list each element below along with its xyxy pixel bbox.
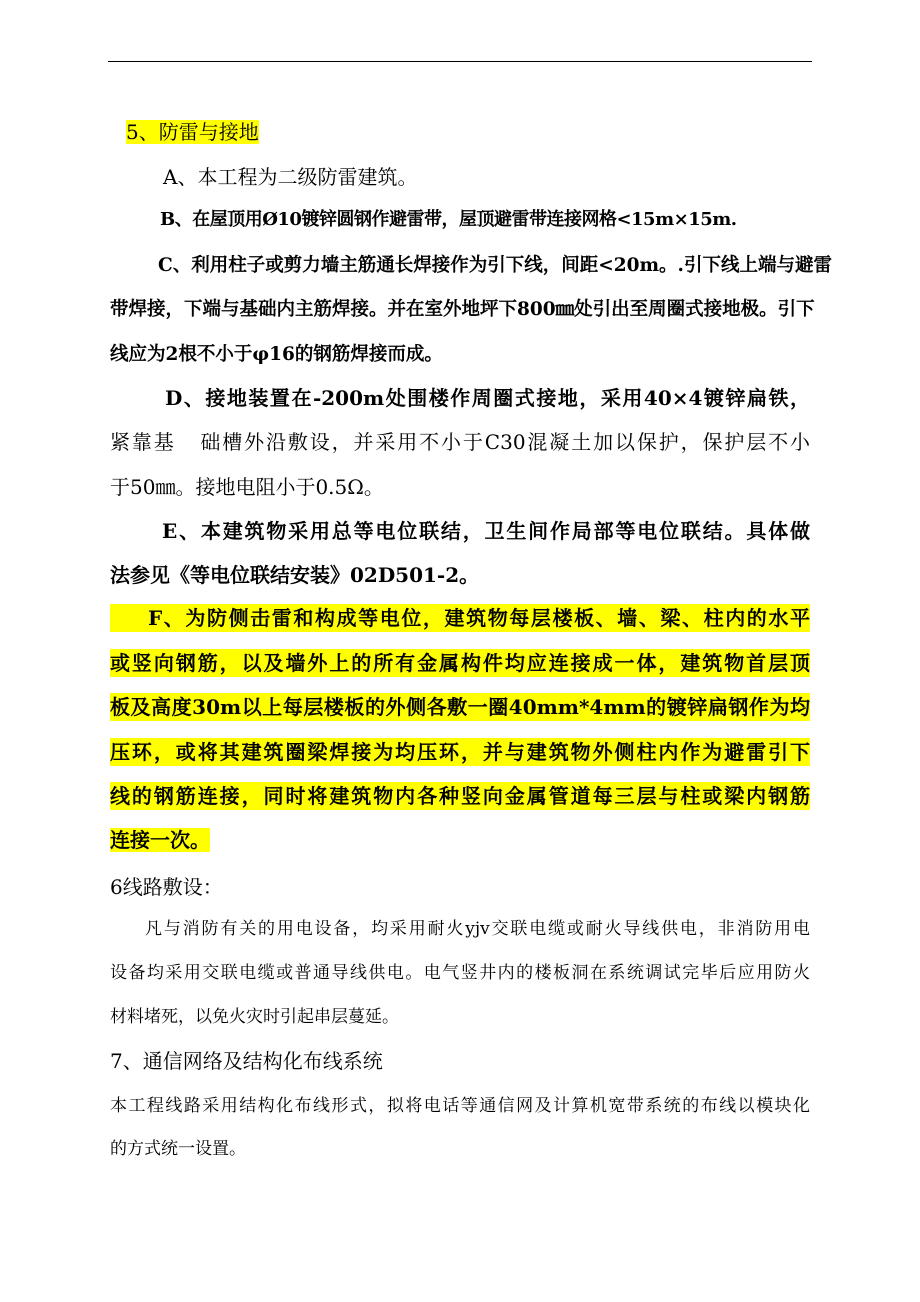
item-f-line-5: 线的钢筋连接，同时将建筑物内各种竖向金属管道每三层与柱或梁内钢筋: [110, 784, 810, 808]
item-d-line-3: 于50㎜。接地电阻小于0.5Ω。: [110, 475, 384, 499]
section-7-heading: 7、通信网络及结构化布线系统: [110, 1049, 383, 1073]
section-7-line-2: 的方式统一设置。: [110, 1139, 246, 1159]
item-d-line-1: D、接地装置在-200m处围楼作周圈式接地，采用40×4镀锌扁铁，: [165, 386, 810, 410]
item-e-line-2: 法参见《等电位联结安装》02D501-2。: [110, 563, 480, 587]
section-6-line-3: 材料堵死，以免火灾时引起串层蔓延。: [110, 1007, 399, 1027]
header-rule: [108, 61, 812, 62]
item-f-line-4: 压环，或将其建筑圈梁焊接为均压环，并与建筑物外侧柱内作为避雷引下: [110, 740, 810, 764]
item-d-line-2: 紧靠基 础槽外沿敷设，并采用不小于C30混凝土加以保护，保护层不小: [110, 430, 810, 454]
section-6-line-1: 凡与消防有关的用电设备，均采用耐火yjv交联电缆或耐火导线供电，非消防用电: [145, 919, 810, 939]
section-5-heading: 5、防雷与接地: [126, 120, 259, 144]
section-6-heading: 6线路敷设：: [110, 875, 223, 899]
section-7-line-1: 本工程线路采用结构化布线形式，拟将电话等通信网及计算机宽带系统的布线以模块化: [110, 1096, 810, 1116]
section-6-line-2: 设备均采用交联电缆或普通导线供电。电气竖井内的楼板洞在系统调试完毕后应用防火: [110, 963, 810, 983]
item-e-line-1: E、本建筑物采用总等电位联结，卫生间作局部等电位联结。具体做: [162, 519, 810, 543]
item-f-line-6: 连接一次。: [110, 828, 210, 852]
item-f-line-1: F、为防侧击雷和构成等电位，建筑物每层楼板、墙、梁、柱内的水平: [110, 604, 810, 632]
item-c-line-3: 线应为2根不小于φ16的钢筋焊接而成。: [110, 344, 443, 365]
item-c-line-1: C、利用柱子或剪力墙主筋通长焊接作为引下线，间距<20m。.引下线上端与避雷: [158, 255, 832, 276]
item-f-line-3: 板及高度30m以上每层楼板的外侧各敷一圈40mm*4mm的镀锌扁钢作为均: [110, 695, 810, 719]
item-b: B、在屋顶用Ø10镀锌圆钢作避雷带，屋顶避雷带连接网格<15m×15m.: [160, 209, 737, 230]
item-c-line-2: 带焊接，下端与基础内主筋焊接。并在室外地坪下800㎜处引出至周圈式接地极。引下: [110, 299, 815, 320]
item-a: A、本工程为二级防雷建筑。: [163, 165, 418, 189]
item-f-line-2: 或竖向钢筋，以及墙外上的所有金属构件均应连接成一体，建筑物首层顶: [110, 651, 810, 675]
